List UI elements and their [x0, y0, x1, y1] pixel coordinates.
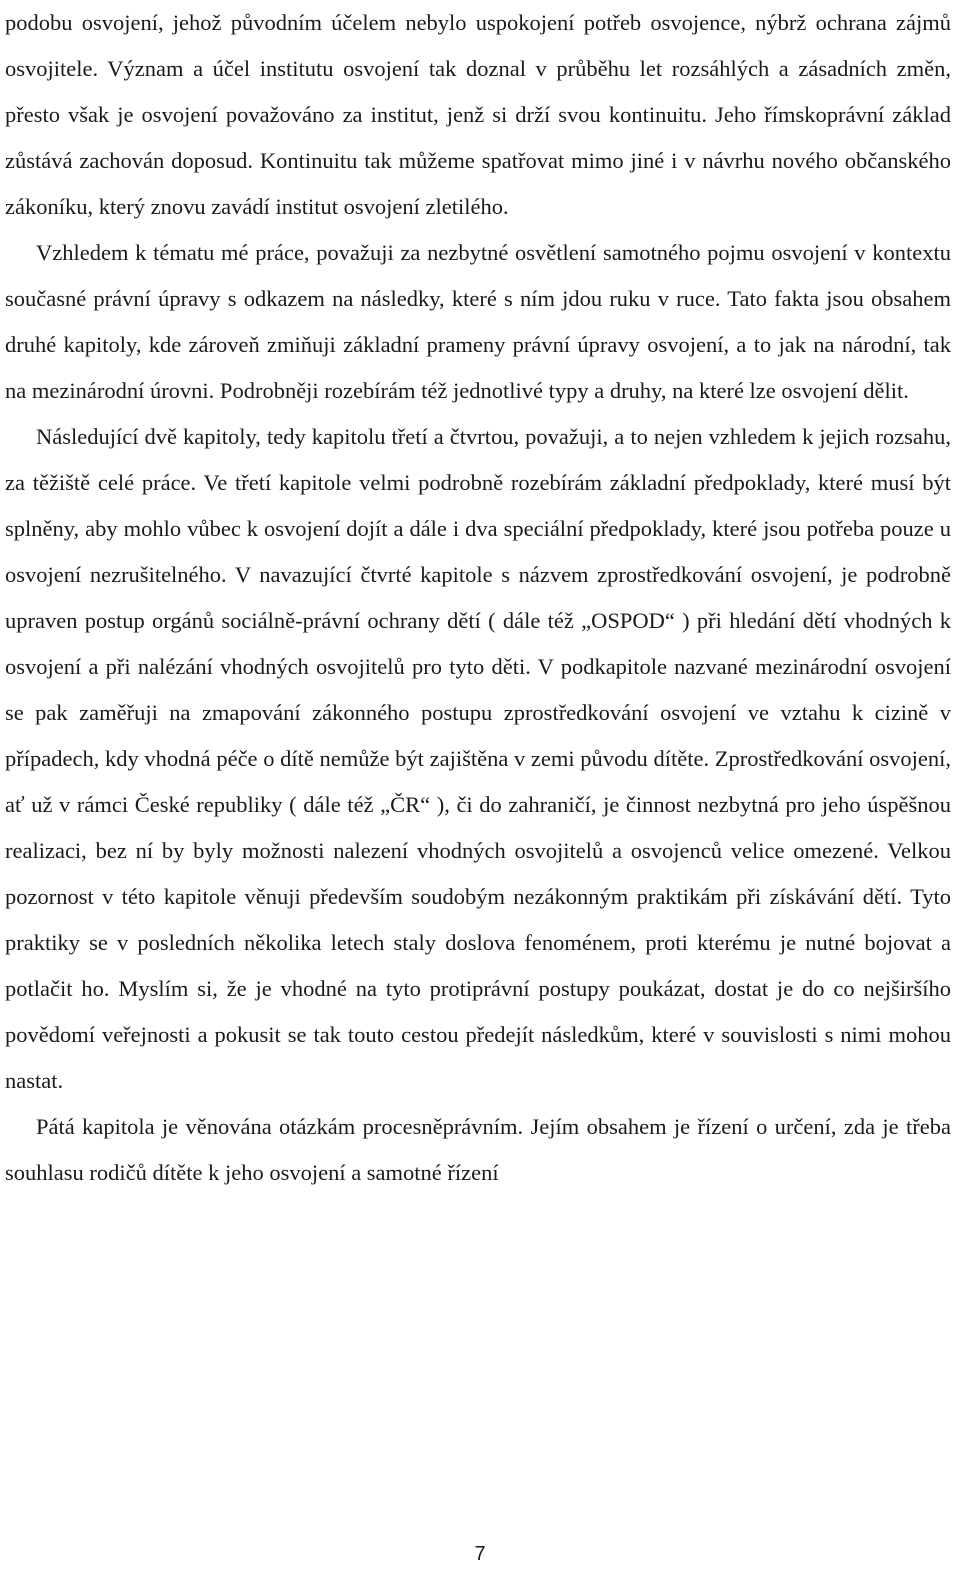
paragraph-2: Vzhledem k tématu mé práce, považuji za nezbytné osvětlení samotného pojmu osvojení v kontextu současné právní úpravy s odkazem na následky, které s ním jdou ruku v ruce. Tato fakta jsou obsahem druhé kapitoly, kde zároveň zmiňuji základní prameny právní úpravy osvojení, a to jak na národní, tak na mezinárodní úrovni. Podrobněji rozebírám též jednotlivé typy a druhy, na které lze osvojení dělit. — [5, 240, 951, 403]
paragraph-4: Pátá kapitola je věnována otázkám procesněprávním. Jejím obsahem je řízení o určení, zda je třeba souhlasu rodičů dítěte k jeho osvojení a samotné řízení — [5, 1114, 951, 1185]
paragraph-3: Následující dvě kapitoly, tedy kapitolu třetí a čtvrtou, považuji, a to nejen vzhledem k jejich rozsahu, za těžiště celé práce. Ve třetí kapitole velmi podrobně rozebírám základní předpoklady, které musí být splněny, aby mohlo vůbec k osvojení dojít a dále i dva speciální předpoklady, které jsou potřeba pouze u osvojení nezrušitelného. V navazující čtvrté kapitole s názvem zprostředkování osvojení, je podrobně upraven postup orgánů sociálně-právní ochrany dětí ( dále též „OSPOD“ ) při hledání dětí vhodných k osvojení a při nalézání vhodných osvojitelů pro tyto děti. V podkapitole nazvané mezinárodní osvojení se pak zaměřuji na zmapování zákonného postupu zprostředkování osvojení ve vztahu k cizině v případech, kdy vhodná péče o dítě nemůže být zajištěna v zemi původu dítěte. Zprostředkování osvojení, ať už v rámci České republiky ( dále též „ČR“ ), či do zahraničí, je činnost nezbytná pro jeho úspěšnou realizaci, bez ní by byly možnosti nalezení vhodných osvojitelů a osvojenců velice omezené. Velkou pozornost v této kapitole věnuji především soudobým nezákonným praktikám při získávání dětí. Tyto praktiky se v posledních několika letech staly doslova fenoménem, proti kterému je nutné bojovat a potlačit ho. Myslím si, že je vhodné na tyto protiprávní postupy poukázat, dostat je do co nejširšího povědomí veřejnosti a pokusit se tak touto cestou předejít následkům, které v souvislosti s nimi mohou nastat. — [5, 424, 951, 1093]
body-text — [5, 0, 951, 1196]
paragraph-1: podobu osvojení, jehož původním účelem nebylo uspokojení potřeb osvojence, nýbrž ochrana zájmů osvojitele. Význam a účel institutu osvojení tak doznal v průběhu let rozsáhlých a zásadních změn, přesto však je osvojení považováno za institut, jenž si drží svou kontinuitu. Jeho římskoprávní základ zůstává zachován doposud. Kontinuitu tak můžeme spatřovat mimo jiné i v návrhu nového občanského zákoníku, který znovu zavádí institut osvojení zletilého. — [5, 10, 951, 219]
page-number: 7 — [474, 1543, 486, 1565]
